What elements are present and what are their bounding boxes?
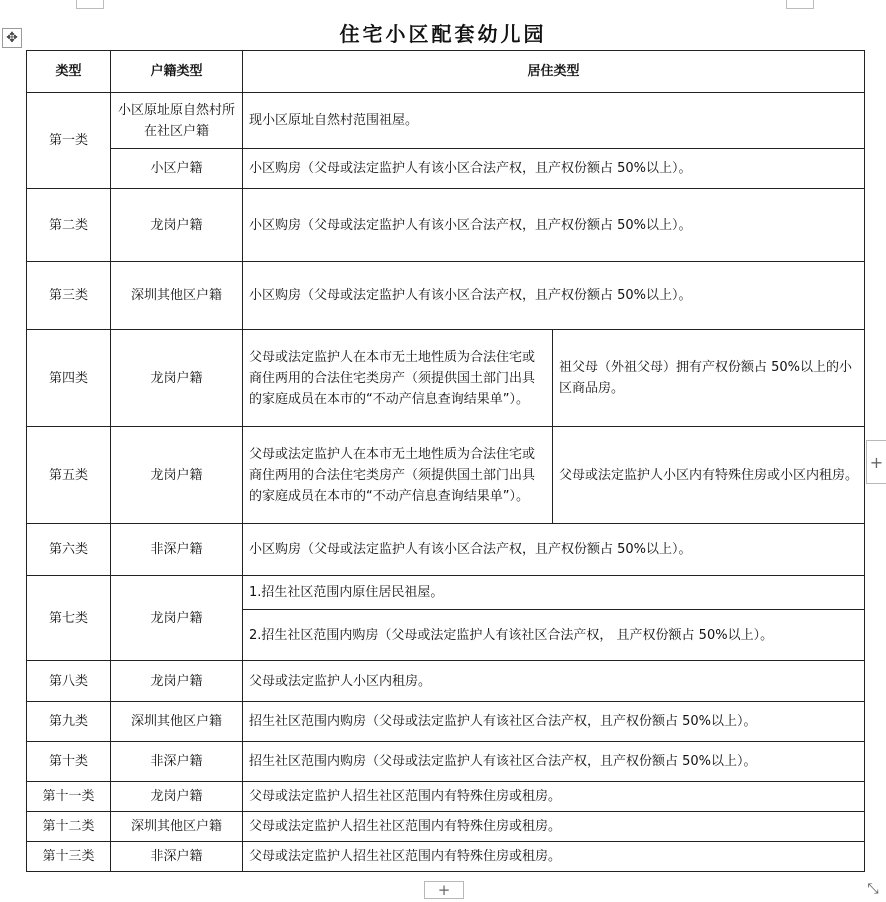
hukou-cell: 非深户籍 <box>111 842 243 872</box>
table-row <box>27 330 865 427</box>
table-row <box>27 576 865 610</box>
add-column-button[interactable]: + <box>866 440 886 484</box>
residence-cell: 招生社区范围内购房（父母或法定监护人有该社区合法产权，且产权份额占 50%以上）。 <box>243 702 865 742</box>
table-row <box>27 812 865 842</box>
residence-cell: 父母或法定监护人小区内有特殊住房或小区内租房。 <box>553 427 865 524</box>
hukou-cell: 龙岗户籍 <box>111 661 243 702</box>
type-cell: 第十一类 <box>27 782 111 812</box>
residence-cell: 小区购房（父母或法定监护人有该小区合法产权，且产权份额占 50%以上）。 <box>243 149 865 189</box>
type-cell: 第二类 <box>27 189 111 262</box>
type-cell: 第七类 <box>27 576 111 661</box>
table-row <box>27 524 865 576</box>
table-row <box>27 189 865 262</box>
hukou-cell: 小区原址原自然村所在社区户籍 <box>111 93 243 149</box>
table-row <box>27 842 865 872</box>
type-cell: 第十二类 <box>27 812 111 842</box>
hukou-cell: 龙岗户籍 <box>111 576 243 661</box>
residence-cell: 父母或法定监护人招生社区范围内有特殊住房或租房。 <box>243 842 865 872</box>
residence-cell: 2.招生社区范围内购房（父母或法定监护人有该社区合法产权， 且产权份额占 50%以上）。 <box>243 610 865 661</box>
table-row <box>27 661 865 702</box>
residence-cell: 小区购房（父母或法定监护人有该小区合法产权，且产权份额占 50%以上）。 <box>243 189 865 262</box>
type-cell: 第十三类 <box>27 842 111 872</box>
residence-cell: 小区购房（父母或法定监护人有该小区合法产权，且产权份额占 50%以上）。 <box>243 262 865 330</box>
residence-cell: 现小区原址自然村范围祖屋。 <box>243 93 865 149</box>
table-row <box>27 742 865 782</box>
type-cell: 第十类 <box>27 742 111 782</box>
add-row-button[interactable]: + <box>424 881 464 899</box>
residence-cell: 父母或法定监护人在本市无土地性质为合法住宅或商住两用的合法住宅类房产（须提供国土部门出具的家庭成员在本市的“不动产信息查询结果单”）。 <box>243 427 553 524</box>
hukou-cell: 深圳其他区户籍 <box>111 812 243 842</box>
hukou-cell: 龙岗户籍 <box>111 427 243 524</box>
type-cell: 第八类 <box>27 661 111 702</box>
table-move-handle[interactable]: ✥ <box>2 28 22 48</box>
hukou-cell: 非深户籍 <box>111 742 243 782</box>
type-cell: 第九类 <box>27 702 111 742</box>
hukou-cell: 龙岗户籍 <box>111 330 243 427</box>
residence-cell: 招生社区范围内购房（父母或法定监护人有该社区合法产权，且产权份额占 50%以上）。 <box>243 742 865 782</box>
residence-cell: 父母或法定监护人招生社区范围内有特殊住房或租房。 <box>243 782 865 812</box>
table-row <box>27 427 865 524</box>
table-row <box>27 702 865 742</box>
header-type: 类型 <box>27 51 111 93</box>
residence-cell: 小区购房（父母或法定监护人有该小区合法产权，且产权份额占 50%以上）。 <box>243 524 865 576</box>
hukou-cell: 龙岗户籍 <box>111 782 243 812</box>
table-header-row <box>27 51 865 93</box>
header-residence: 居住类型 <box>243 51 865 93</box>
hukou-cell: 深圳其他区户籍 <box>111 262 243 330</box>
hukou-cell: 龙岗户籍 <box>111 189 243 262</box>
type-cell: 第一类 <box>27 93 111 189</box>
table-row <box>27 93 865 149</box>
table-row <box>27 782 865 812</box>
hukou-cell: 小区户籍 <box>111 149 243 189</box>
table-resize-handle[interactable]: ⤡ <box>867 881 879 897</box>
document-title: 住宅小区配套幼儿园 <box>339 22 547 46</box>
table-row <box>27 149 865 189</box>
type-cell: 第五类 <box>27 427 111 524</box>
residence-cell: 父母或法定监护人在本市无土地性质为合法住宅或商住两用的合法住宅类房产（须提供国土部门出具的家庭成员在本市的“不动产信息查询结果单”）。 <box>243 330 553 427</box>
ruler-marker-left <box>76 0 104 9</box>
admission-table <box>26 50 865 872</box>
residence-cell: 祖父母（外祖父母）拥有产权份额占 50%以上的小区商品房。 <box>553 330 865 427</box>
hukou-cell: 深圳其他区户籍 <box>111 702 243 742</box>
table-row <box>27 262 865 330</box>
type-cell: 第六类 <box>27 524 111 576</box>
header-hukou: 户籍类型 <box>111 51 243 93</box>
type-cell: 第四类 <box>27 330 111 427</box>
residence-cell: 父母或法定监护人小区内租房。 <box>243 661 865 702</box>
hukou-cell: 非深户籍 <box>111 524 243 576</box>
type-cell: 第三类 <box>27 262 111 330</box>
residence-cell: 1.招生社区范围内原住居民祖屋。 <box>243 576 865 610</box>
residence-cell: 父母或法定监护人招生社区范围内有特殊住房或租房。 <box>243 812 865 842</box>
ruler-marker-right <box>786 0 814 9</box>
